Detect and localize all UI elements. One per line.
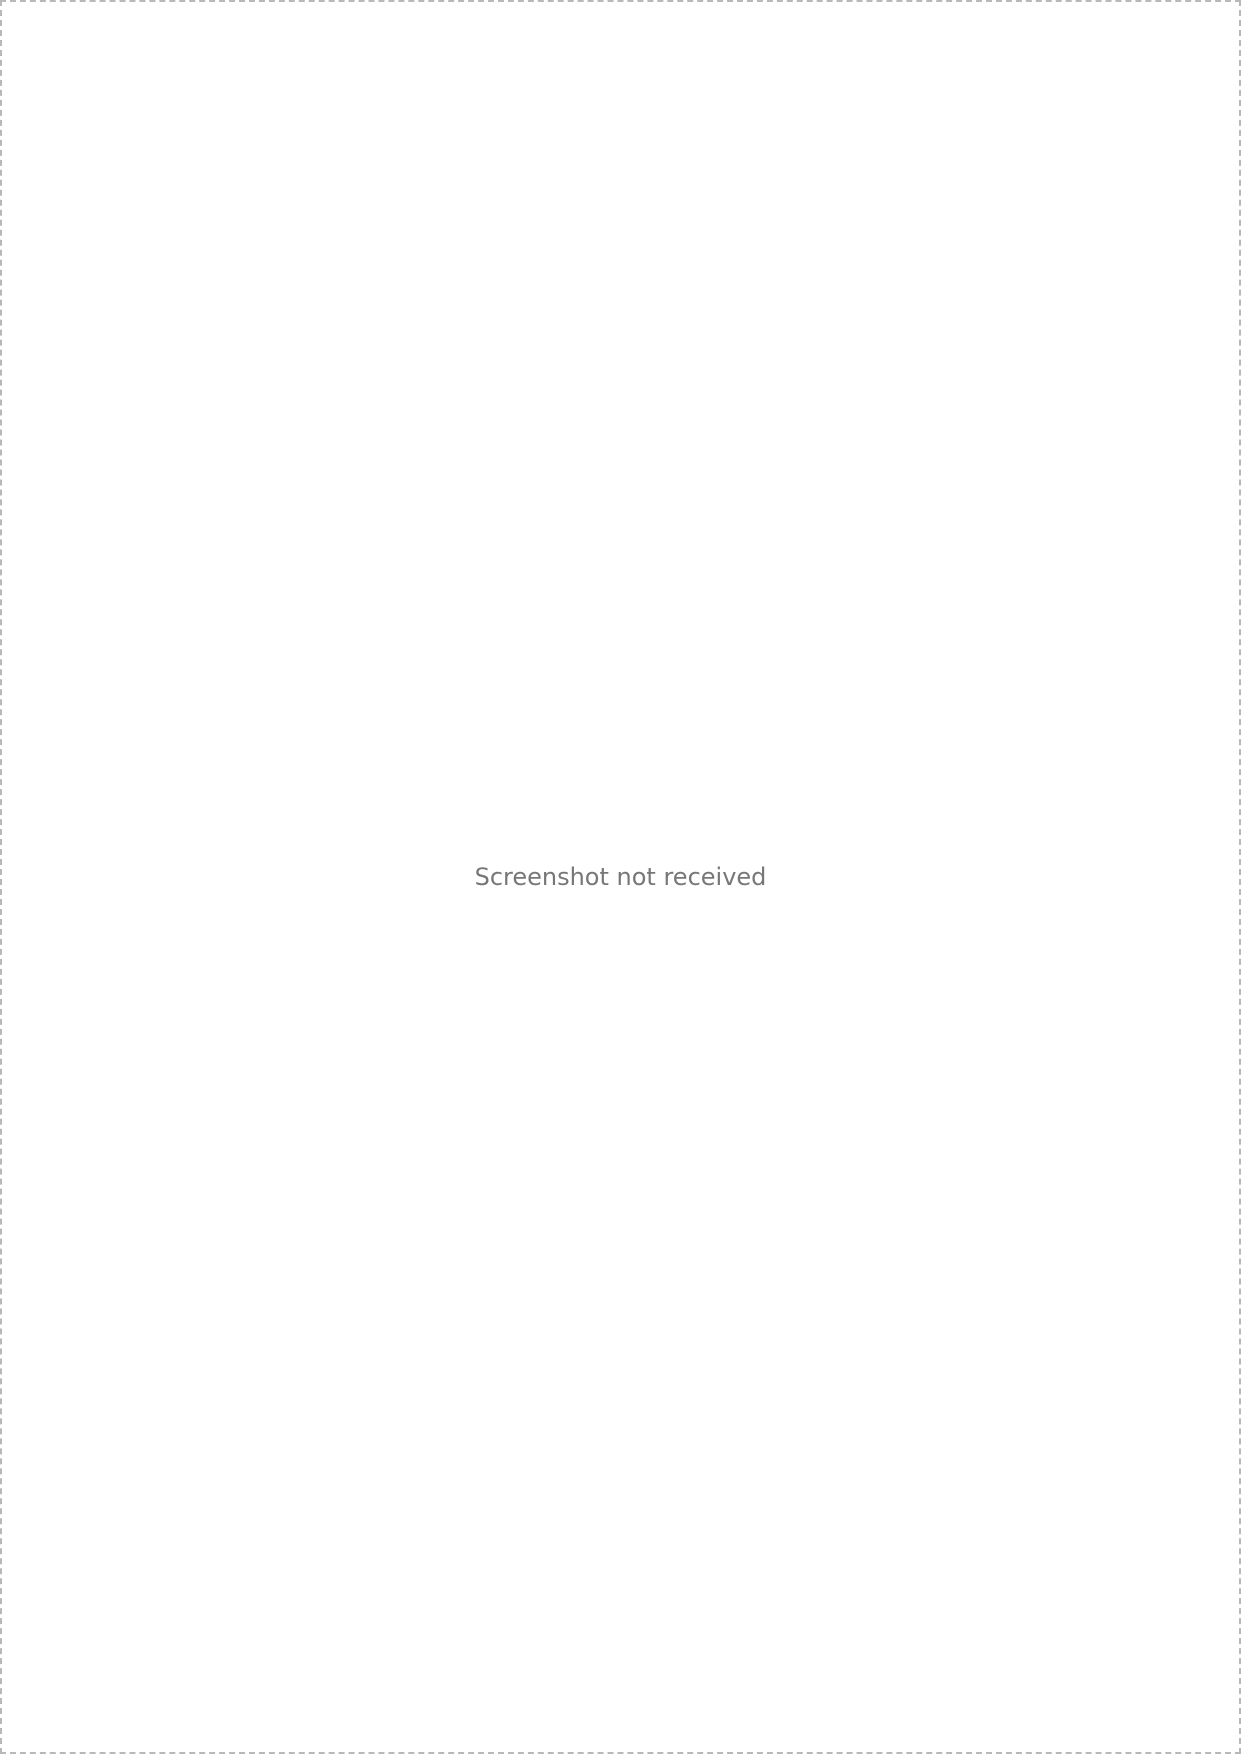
placeholder-message: Screenshot not received — [474, 863, 767, 891]
